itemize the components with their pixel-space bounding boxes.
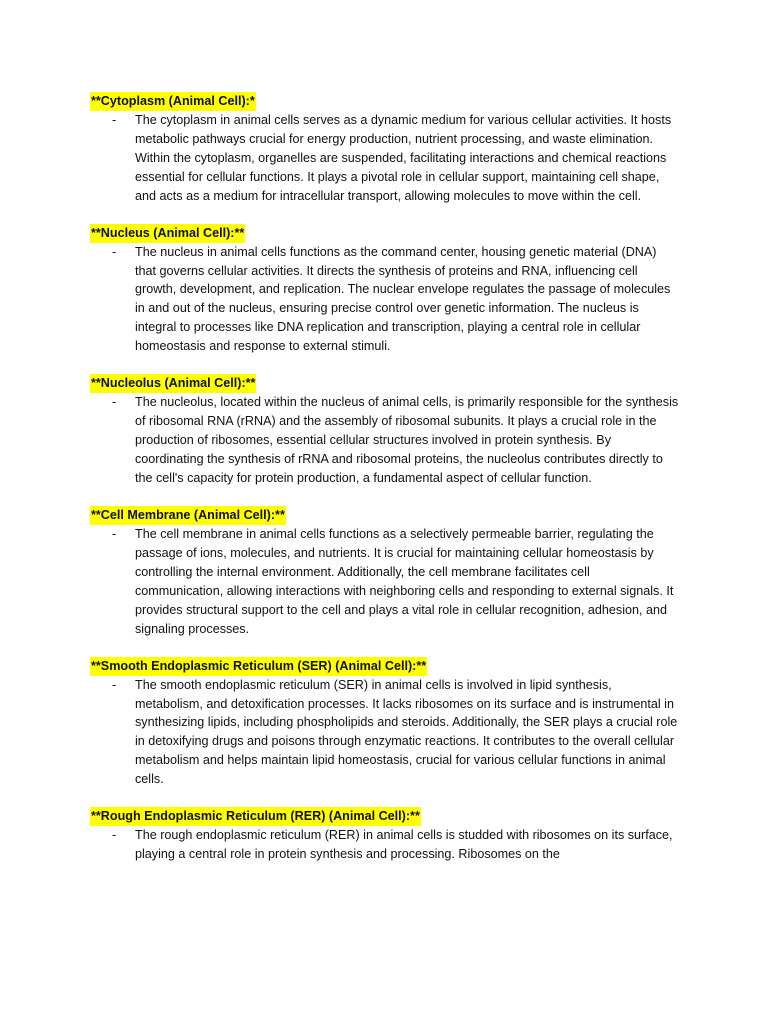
section-paragraph: The nucleus in animal cells functions as the command center, housing genetic material (DNA) that governs cellular activities. It directs the synthesis of proteins and RNA, influencing cell growth, development, and replication. The nuclear envelope regulates the passage of molecules in and out of the nucleus, ensuring precise control over genetic information. The nucleus is integral to processes like DNA replication and transcription, playing a central role in cellular homeostasis and response to external stimuli. <box>135 244 671 354</box>
list-item <box>90 243 690 356</box>
section-heading: **Rough Endoplasmic Reticulum (RER) (Animal Cell):** <box>90 807 421 826</box>
section-paragraph: The smooth endoplasmic reticulum (SER) in animal cells is involved in lipid synthesis, metabolism, and detoxification processes. It lacks ribosomes on its surface and is instrumental in synthesizing lipids, including phospholipids and steroids. Additionally, the SER plays a crucial role in detoxifying drugs and poisons through enzymatic reactions. It contributes to the overall cellular metabolism and helps maintain lipid homeostasis, crucial for various cellular functions in animal cells. <box>135 677 678 787</box>
bullet-dash: - <box>112 527 117 542</box>
list-item <box>90 111 690 206</box>
section-nucleolus <box>90 374 690 487</box>
bullet-dash: - <box>112 828 117 843</box>
list-item <box>90 525 690 638</box>
document-body <box>90 92 690 882</box>
section-heading: **Cell Membrane (Animal Cell):** <box>90 506 286 525</box>
bullet-dash: - <box>112 244 117 259</box>
list-item <box>90 676 690 789</box>
section-rough-er <box>90 807 690 864</box>
section-cell-membrane <box>90 506 690 638</box>
list-item <box>90 826 690 864</box>
bullet-dash: - <box>112 677 117 692</box>
section-paragraph: The cytoplasm in animal cells serves as a dynamic medium for various cellular activities. It hosts metabolic pathways crucial for energy production, nutrient processing, and waste elimination. Within the cytoplasm, organelles are suspended, facilitating interactions and chemical reactions essential for cellular functions. It plays a pivotal role in cellular support, maintaining cell shape, and acts as a medium for intracellular transport, allowing molecules to move within the cell. <box>135 112 672 203</box>
section-heading: **Nucleolus (Animal Cell):** <box>90 374 256 393</box>
section-cytoplasm <box>90 92 690 205</box>
section-nucleus <box>90 224 690 356</box>
bullet-dash: - <box>112 395 117 410</box>
list-item <box>90 393 690 488</box>
section-paragraph: The cell membrane in animal cells functions as a selectively permeable barrier, regulating the passage of ions, molecules, and nutrients. It is crucial for maintaining cellular homeostasis by controlling the internal environment. Additionally, the cell membrane facilitates cell communication, allowing interactions with neighboring cells and responding to external signals. It provides structural support to the cell and plays a vital role in cellular recognition, adhesion, and signaling processes. <box>135 527 674 636</box>
section-paragraph: The nucleolus, located within the nucleus of animal cells, is primarily responsible for the synthesis of ribosomal RNA (rRNA) and the assembly of ribosomal subunits. It plays a crucial role in the production of ribosomes, essential cellular structures involved in protein synthesis. By coordinating the synthesis of rRNA and ribosomal proteins, the nucleolus contributes directly to the cell's capacity for protein production, a fundamental aspect of cellular function. <box>135 395 679 485</box>
section-paragraph: The rough endoplasmic reticulum (RER) in animal cells is studded with ribosomes on its surface, playing a central role in protein synthesis and processing. Ribosomes on the <box>135 828 673 862</box>
section-smooth-er <box>90 657 690 789</box>
bullet-dash: - <box>112 112 117 127</box>
section-heading: **Nucleus (Animal Cell):** <box>90 224 245 243</box>
section-heading: **Smooth Endoplasmic Reticulum (SER) (Animal Cell):** <box>90 657 427 676</box>
section-heading: **Cytoplasm (Animal Cell):* <box>90 92 256 111</box>
